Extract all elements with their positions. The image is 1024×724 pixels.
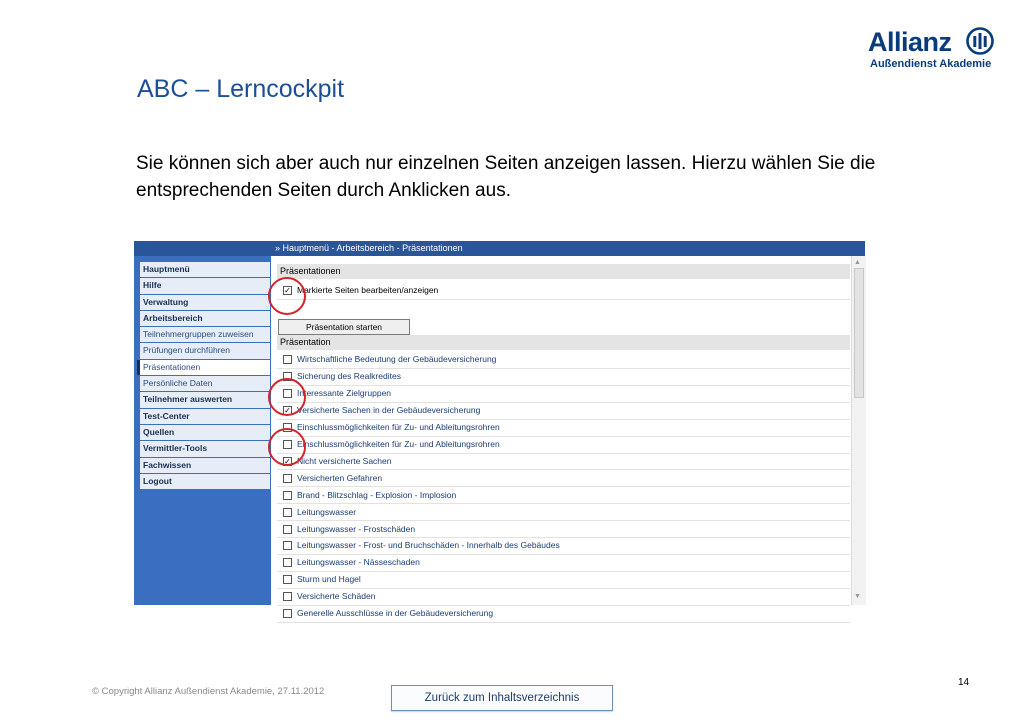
sidebar-item[interactable]: Logout (140, 474, 270, 489)
presentations-panel (271, 256, 851, 619)
page-checkbox[interactable] (283, 508, 292, 517)
allianz-logo (866, 25, 1001, 73)
sidebar-item[interactable]: Vermittler-Tools (140, 441, 270, 456)
vertical-scrollbar[interactable] (851, 256, 866, 605)
page-label[interactable]: Nicht versicherte Sachen (297, 455, 392, 466)
sidebar-item[interactable]: Präsentationen (137, 360, 270, 375)
sidebar-menu (140, 262, 270, 490)
page-row[interactable] (277, 521, 850, 539)
page-label[interactable]: Brand - Blitzschlag - Explosion - Implosion (297, 489, 457, 500)
section-header-presentations: Präsentationen (277, 264, 850, 279)
page-checkbox[interactable] (283, 558, 292, 567)
scrollbar-thumb[interactable] (854, 268, 864, 398)
page-label[interactable]: Sicherung des Realkredites (297, 370, 401, 381)
page-label[interactable]: Interessante Zielgruppen (297, 387, 392, 398)
start-presentation-button[interactable]: Präsentation starten (278, 319, 410, 335)
page-checkbox[interactable] (283, 575, 292, 584)
page-checkbox[interactable] (283, 474, 292, 483)
copyright-text: © Copyright Allianz Außendienst Akademie, 27.11.2012 (92, 686, 325, 697)
page-label[interactable]: Leitungswasser - Frost- und Bruchschäden - Innerhalb des Gebäudes (297, 540, 560, 551)
page-row[interactable] (277, 605, 850, 623)
sidebar-item[interactable]: Test-Center (140, 409, 270, 424)
page-checkbox[interactable]: ✓ (284, 405, 291, 415)
page-number: 14 (958, 677, 970, 688)
page-label[interactable]: Leitungswasser (297, 506, 357, 517)
page-row[interactable] (277, 487, 850, 505)
page-row[interactable] (277, 419, 850, 437)
breadcrumb: » Hauptmenü - Arbeitsbereich - Präsentationen (275, 243, 463, 253)
page-checkbox[interactable] (283, 525, 292, 534)
scroll-down-icon[interactable]: ▼ (854, 593, 861, 600)
logo-subtitle: Außendienst Akademie (870, 58, 992, 70)
section-header-presentation: Präsentation (277, 335, 850, 350)
page-label[interactable]: Sturm und Hagel (297, 574, 361, 585)
page-label[interactable]: Versicherte Sachen in der Gebäudeversicherung (297, 404, 481, 415)
sidebar-item[interactable]: Teilnehmergruppen zuweisen (140, 327, 270, 342)
intro-text: Sie können sich aber auch nur einzelnen Seiten anzeigen lassen. Hierzu wählen Sie die entsprechenden Seiten durch Anklicken aus. (136, 153, 876, 201)
scroll-up-icon[interactable]: ▲ (854, 259, 861, 266)
slide-title: ABC – Lerncockpit (137, 75, 345, 103)
page-checkbox[interactable]: ✓ (284, 456, 291, 466)
back-to-contents-button[interactable]: Zurück zum Inhaltsverzeichnis (391, 685, 613, 711)
page-row[interactable] (277, 504, 850, 522)
page-checkbox[interactable] (283, 609, 292, 618)
marked-pages-label: Markierte Seiten bearbeiten/anzeigen (297, 285, 439, 295)
page-label[interactable]: Versicherten Gefahren (297, 472, 383, 483)
page-label[interactable]: Generelle Ausschlüsse in der Gebäudeversicherung (297, 608, 494, 619)
page-label[interactable]: Einschlussmöglichkeiten für Zu- und Ableitungsrohren (297, 438, 500, 449)
sidebar-item[interactable]: Verwaltung (140, 295, 270, 310)
page-label[interactable]: Einschlussmöglichkeiten für Zu- und Ableitungsrohren (297, 421, 500, 432)
highlight-circle (268, 277, 306, 315)
allianz-eagle-icon (966, 27, 994, 55)
page-checkbox[interactable] (283, 491, 292, 500)
sidebar-item[interactable]: Persönliche Daten (140, 376, 270, 391)
page-label[interactable]: Versicherte Schäden (297, 591, 376, 602)
sidebar-item[interactable]: Prüfungen durchführen (140, 343, 270, 358)
marked-pages-row[interactable] (277, 282, 850, 300)
sidebar-item[interactable]: Hilfe (140, 278, 270, 293)
sidebar-item[interactable]: Arbeitsbereich (140, 311, 270, 326)
page-row[interactable] (277, 537, 850, 555)
page-label[interactable]: Leitungswasser - Nässeschaden (297, 557, 420, 568)
app-screenshot (134, 241, 865, 619)
page-row[interactable] (277, 453, 850, 471)
page-label[interactable]: Wirtschaftliche Bedeutung der Gebäudeversicherung (297, 354, 497, 364)
logo-wordmark: Allianz (868, 27, 952, 57)
marked-pages-checkbox[interactable]: ✓ (284, 286, 291, 295)
page-row[interactable] (277, 588, 850, 606)
sidebar-item[interactable]: Teilnehmer auswerten (140, 392, 270, 407)
page-row[interactable] (277, 436, 850, 454)
sidebar-item[interactable]: Fachwissen (140, 458, 270, 473)
highlight-circle (268, 428, 306, 466)
sidebar-item[interactable]: Quellen (140, 425, 270, 440)
app-header-bar (134, 241, 865, 256)
sidebar-item[interactable]: Hauptmenü (140, 262, 270, 277)
page-row[interactable] (277, 554, 850, 572)
page-label[interactable]: Leitungswasser - Frostschäden (297, 523, 416, 534)
sidebar (134, 256, 271, 605)
page-row[interactable] (277, 402, 850, 420)
page-row[interactable] (277, 368, 850, 386)
page-checkbox[interactable] (283, 355, 292, 364)
page-row[interactable] (277, 571, 850, 589)
page-checkbox[interactable] (283, 592, 292, 601)
page-row[interactable] (277, 351, 850, 369)
page-row[interactable] (277, 385, 850, 403)
page-row[interactable] (277, 470, 850, 488)
highlight-circle (268, 378, 306, 416)
page-checkbox[interactable] (283, 541, 292, 550)
